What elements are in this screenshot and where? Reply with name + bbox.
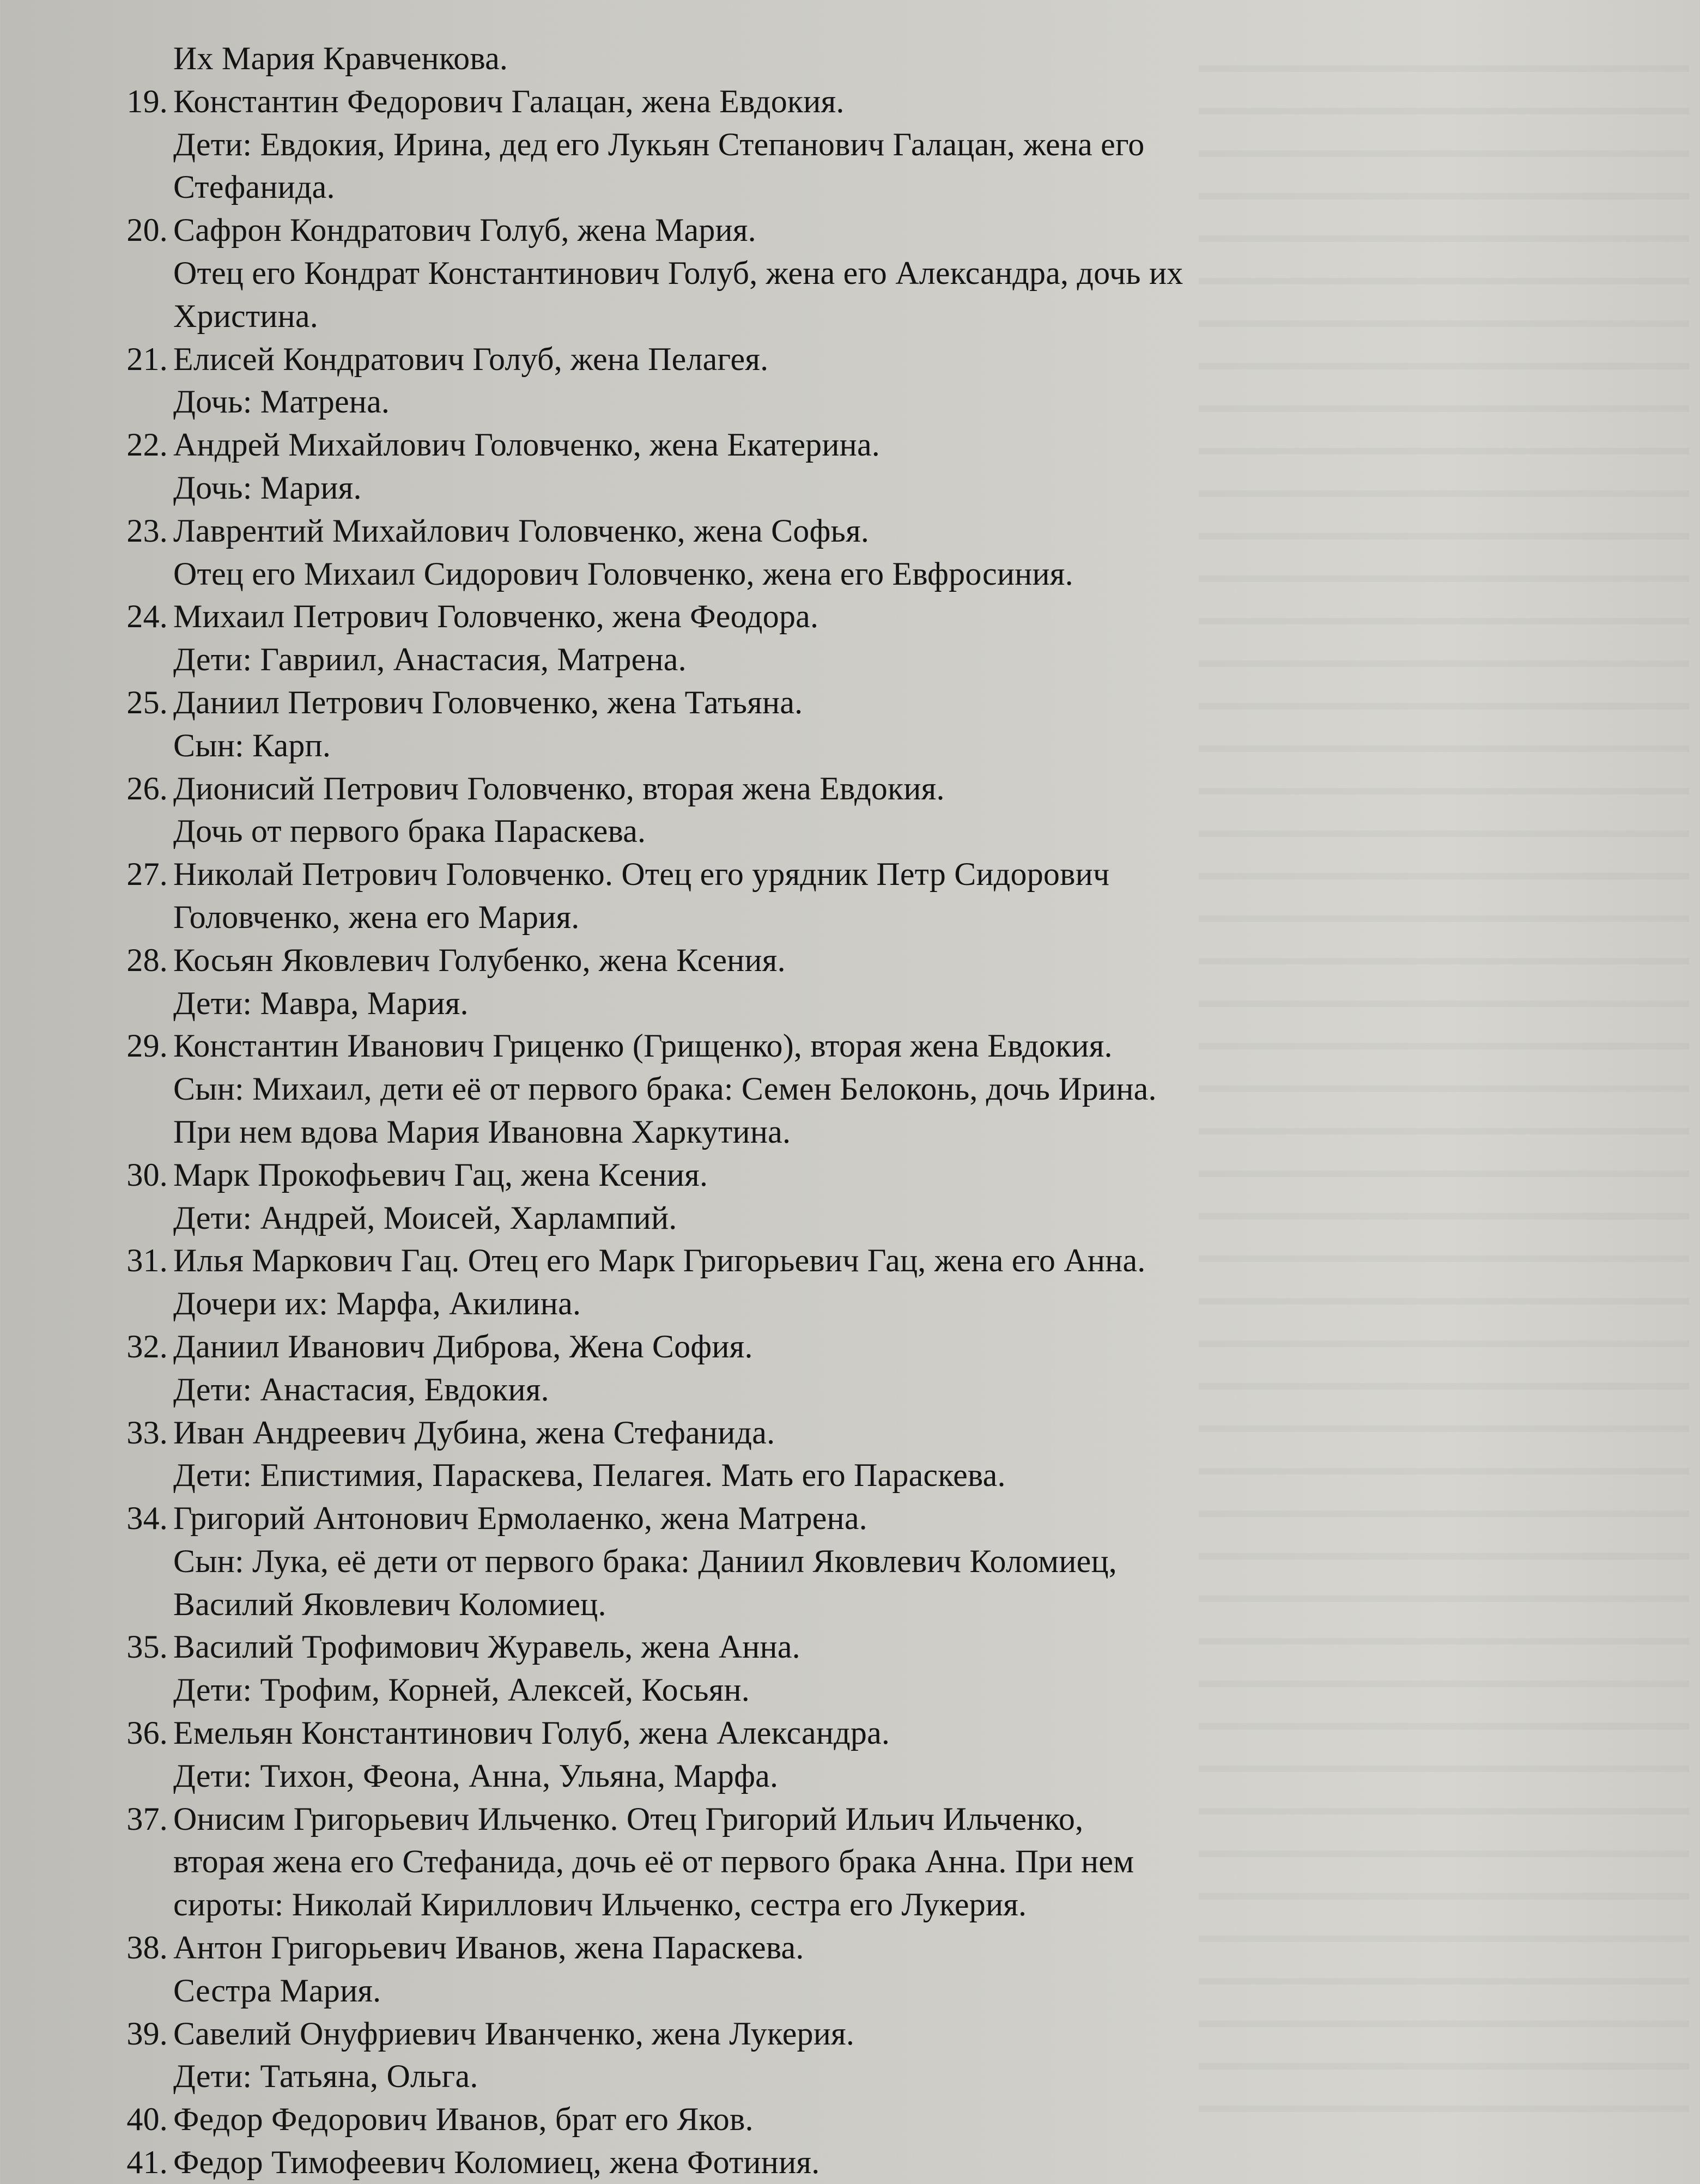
entry-continuation-line: [0, 1755, 1700, 1798]
entry-text: Дочери их: Марфа, Акилина.: [173, 1285, 581, 1322]
entry-first-line: [0, 1239, 1700, 1282]
entry-text: Василий Яковлевич Коломиец.: [173, 1586, 606, 1622]
entry-text: Сафрон Кондратович Голуб, жена Мария.: [173, 212, 756, 248]
entry-text: Сестра Мария.: [173, 1972, 381, 2009]
entry-first-line: [0, 2098, 1700, 2141]
entry-continuation-line: [0, 1669, 1700, 1712]
entry-text: Косьян Яковлевич Голубенко, жена Ксения.: [173, 942, 786, 978]
entry-first-line: [0, 681, 1700, 724]
entry-continuation-line: [0, 1197, 1700, 1240]
entry-first-line: [0, 1024, 1700, 1067]
entry-text: При нем вдова Мария Ивановна Харкутина.: [173, 1113, 791, 1150]
entry-first-line: [0, 767, 1700, 810]
entry-number: 24.: [126, 598, 168, 635]
entry-text: Иван Андреевич Дубина, жена Стефанида.: [173, 1414, 775, 1451]
entry-text: Христина.: [173, 298, 318, 334]
entry-number: 33.: [126, 1414, 168, 1451]
entry-text: Онисим Григорьевич Ильченко. Отец Григорий Ильич Ильченко,: [173, 1800, 1084, 1837]
entry-number: 21.: [126, 341, 168, 377]
entry-text: Отец его Кондрат Константинович Голуб, жена его Александра, дочь их: [173, 254, 1183, 291]
entry-text: сироты: Николай Кириллович Ильченко, сестра его Лукерия.: [173, 1886, 1027, 1923]
entry-text: Григорий Антонович Ермолаенко, жена Матрена.: [173, 1500, 867, 1537]
entry-text: Их Мария Кравченкова.: [173, 40, 508, 76]
entry-continuation-line: [0, 1583, 1700, 1626]
entry-continuation-line: [0, 166, 1700, 209]
entry-number: 27.: [126, 856, 168, 893]
entry-text: Елисей Кондратович Голуб, жена Пелагея.: [173, 341, 769, 377]
entry-number: 28.: [126, 942, 168, 978]
entry-continuation-line: [0, 466, 1700, 509]
entry-first-line: [0, 509, 1700, 553]
entry-number: 40.: [126, 2101, 168, 2138]
entry-text: Даниил Петрович Головченко, жена Татьяна.: [173, 684, 803, 720]
entry-first-line: [0, 2012, 1700, 2055]
entry-number: 35.: [126, 1629, 168, 1665]
entry-continuation-line: [0, 2055, 1700, 2098]
entry-text: Отец его Михаил Сидорович Головченко, жена его Евфросиния.: [173, 555, 1073, 592]
entry-continuation-line: [0, 553, 1700, 596]
entry-text: Дети: Евдокия, Ирина, дед его Лукьян Степанович Галацан, жена его: [173, 126, 1145, 162]
entry-text: Дети: Епистимия, Параскева, Пелагея. Мать его Параскева.: [173, 1457, 1006, 1494]
entry-continuation-line: [0, 1840, 1700, 1883]
entry-first-line: [0, 1712, 1700, 1755]
entry-continuation-line: [0, 123, 1700, 166]
entry-text: Марк Прокофьевич Гац, жена Ксения.: [173, 1156, 708, 1193]
entry-continuation-line: [0, 982, 1700, 1025]
entry-number: 32.: [126, 1328, 168, 1364]
entry-first-line: [0, 1625, 1700, 1669]
entry-first-line: [0, 1411, 1700, 1454]
entry-text: Сын: Лука, её дети от первого брака: Даниил Яковлевич Коломиец,: [173, 1543, 1117, 1579]
entry-continuation-line: [0, 1454, 1700, 1497]
entry-text: Николай Петрович Головченко. Отец его урядник Петр Сидорович: [173, 856, 1110, 893]
entry-continuation-line: [0, 724, 1700, 767]
entry-number: 38.: [126, 1930, 168, 1966]
entry-first-line: [0, 1497, 1700, 1540]
entry-number: 20.: [126, 212, 168, 248]
entry-text: Сын: Михаил, дети её от первого брака: Семен Белоконь, дочь Ирина.: [173, 1071, 1157, 1107]
entry-first-line: [0, 1798, 1700, 1841]
entry-first-line: [0, 423, 1700, 466]
entry-continuation-line: [0, 1111, 1700, 1154]
entry-continuation-line: [0, 295, 1700, 338]
entry-number: 26.: [126, 770, 168, 806]
entry-continuation-line: [0, 638, 1700, 681]
entry-number: 31.: [126, 1242, 168, 1279]
entry-first-line: [0, 338, 1700, 381]
entry-text: Дочь от первого брака Параскева.: [173, 813, 646, 850]
entry-first-line: [0, 853, 1700, 896]
entry-first-line: [0, 1325, 1700, 1368]
entry-continuation-line: [0, 1883, 1700, 1926]
entry-number: 34.: [126, 1500, 168, 1537]
entry-continuation-line: [0, 252, 1700, 295]
entry-text: Даниил Иванович Диброва, Жена София.: [173, 1328, 753, 1364]
entry-number: 25.: [126, 684, 168, 720]
entry-text: Сын: Карп.: [173, 727, 331, 763]
entry-text: Дети: Мавра, Мария.: [173, 985, 469, 1021]
entry-text: Стефанида.: [173, 169, 335, 205]
entry-text: Михаил Петрович Головченко, жена Феодора.: [173, 598, 819, 635]
entry-text: Федор Тимофеевич Коломиец, жена Фотиния.: [173, 2144, 820, 2181]
entry-number: 22.: [126, 427, 168, 463]
entry-text: Константин Федорович Галацан, жена Евдокия.: [173, 83, 845, 119]
entry-number: 41.: [126, 2144, 168, 2181]
entry-text: Константин Иванович Гриценко (Грищенко), вторая жена Евдокия.: [173, 1028, 1113, 1064]
entry-text: Дочь: Матрена.: [173, 384, 390, 420]
entry-first-line: [0, 595, 1700, 638]
entry-number: 30.: [126, 1156, 168, 1193]
entry-text: Савелий Онуфриевич Иванченко, жена Лукерия.: [173, 2015, 855, 2052]
entry-number: 19.: [126, 83, 168, 119]
entry-continuation-line: [0, 1067, 1700, 1111]
entry-first-line: [0, 2141, 1700, 2184]
entry-text: Емельян Константинович Голуб, жена Александра.: [173, 1715, 890, 1751]
entry-continuation-line: [0, 896, 1700, 939]
entry-first-line: [0, 209, 1700, 252]
entry-text: Лаврентий Михайлович Головченко, жена Софья.: [173, 512, 870, 549]
entry-continuation-line: [0, 1969, 1700, 2012]
entry-text: Дионисий Петрович Головченко, вторая жена Евдокия.: [173, 770, 945, 806]
entry-text: Дети: Тихон, Феона, Анна, Ульяна, Марфа.: [173, 1757, 779, 1794]
entry-text: Дочь: Мария.: [173, 469, 362, 506]
entry-number: 29.: [126, 1028, 168, 1064]
entry-continuation-line: [0, 1282, 1700, 1325]
entry-text: Дети: Анастасия, Евдокия.: [173, 1371, 549, 1408]
entry-text: вторая жена его Стефанида, дочь её от первого брака Анна. При нем: [173, 1843, 1134, 1880]
entry-text: Антон Григорьевич Иванов, жена Параскева.: [173, 1930, 804, 1966]
entry-continuation-line: [0, 37, 1700, 80]
entry-text: Дети: Трофим, Корней, Алексей, Косьян.: [173, 1672, 750, 1708]
entry-first-line: [0, 80, 1700, 123]
entry-text: Дети: Татьяна, Ольга.: [173, 2058, 478, 2095]
entry-continuation-line: [0, 810, 1700, 853]
entry-number: 37.: [126, 1800, 168, 1837]
entry-text: Андрей Михайлович Головченко, жена Екатерина.: [173, 427, 881, 463]
entry-number: 23.: [126, 512, 168, 549]
entry-continuation-line: [0, 1540, 1700, 1583]
entry-text: Дети: Андрей, Моисей, Харлампий.: [173, 1199, 677, 1236]
entry-first-line: [0, 939, 1700, 982]
entry-text: Головченко, жена его Мария.: [173, 899, 580, 935]
entry-text: Илья Маркович Гац. Отец его Марк Григорьевич Гац, жена его Анна.: [173, 1242, 1146, 1279]
entry-text: Дети: Гавриил, Анастасия, Матрена.: [173, 641, 687, 678]
entry-list: [0, 37, 1700, 2184]
entry-number: 39.: [126, 2015, 168, 2052]
entry-first-line: [0, 1926, 1700, 1969]
entry-first-line: [0, 1154, 1700, 1197]
entry-text: Василий Трофимович Журавель, жена Анна.: [173, 1629, 800, 1665]
entry-continuation-line: [0, 380, 1700, 423]
entry-number: 36.: [126, 1715, 168, 1751]
entry-continuation-line: [0, 1368, 1700, 1411]
entry-text: Федор Федорович Иванов, брат его Яков.: [173, 2101, 754, 2138]
